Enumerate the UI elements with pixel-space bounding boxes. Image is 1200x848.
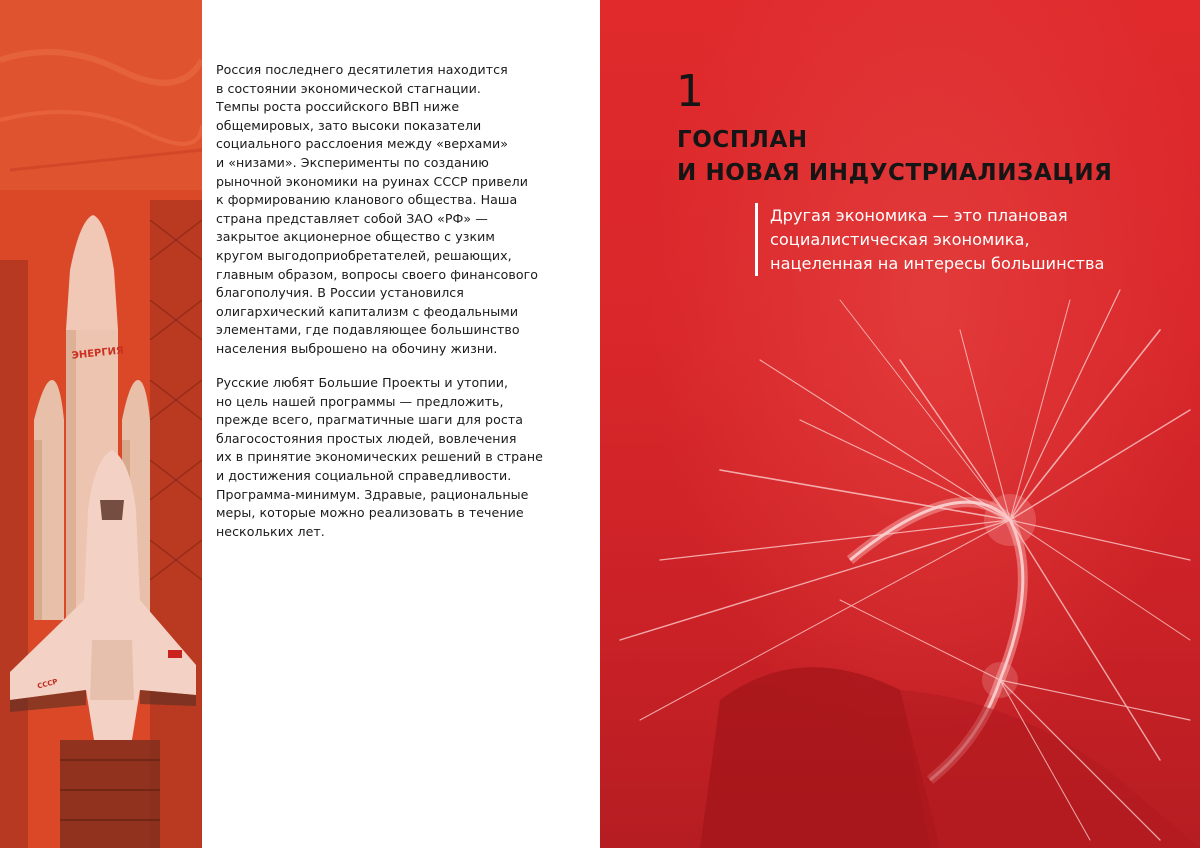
paragraph-line: Программа-минимум. Здравые, рациональные [216, 486, 529, 502]
paragraph-line: нескольких лет. [216, 523, 325, 539]
chapter-lead [770, 204, 1190, 276]
paragraph-line: олигархический капитализм с феодальными [216, 303, 519, 319]
paragraph-line: прежде всего, прагматичные шаги для роста [216, 412, 523, 428]
paragraph-line: страна представляет собой ЗАО «РФ» — [216, 210, 488, 226]
paragraph-line: Русские любят Большие Проекты и утопии, [216, 375, 509, 390]
paragraph-line: главным образом, вопросы своего финансового [216, 266, 538, 282]
paragraph-line: Россия последнего десятилетия находится [216, 62, 508, 77]
rocket-label: ЭНЕРГИЯ [71, 345, 125, 362]
paragraph-line: закрытое акционерное общество с узким [216, 229, 495, 245]
chapter-lead-line: социалистическая экономика, [770, 230, 1030, 249]
chapter-title [677, 124, 1197, 190]
paragraph-line: Темпы роста российского ВВП ниже [216, 99, 460, 115]
paragraph-line: населения выброшено на обочину жизни. [216, 340, 498, 356]
text-column [202, 0, 600, 848]
energia-buran-illustration [0, 0, 202, 848]
paragraph-line: в состоянии экономической стагнации. [216, 80, 481, 96]
paragraph-line: и «низами». Эксперименты по созданию [216, 154, 489, 170]
paragraph-line: к формированию кланового общества. Наша [216, 192, 518, 208]
paragraph-line: социального расслоения между «верхами» [216, 136, 508, 152]
chapter-number: 1 [676, 66, 704, 117]
paragraph-line: и достижения социальной справедливости. [216, 467, 512, 483]
paragraph-line: кругом выгодоприобретателей, решающих, [216, 247, 512, 263]
chapter-title-line: ГОСПЛАН [677, 127, 808, 153]
paragraph-line: общемировых, зато высоки показатели [216, 117, 482, 133]
shuttle-label: СССР [36, 677, 59, 691]
paragraph-line: благосостояния простых людей, вовлечения [216, 430, 517, 446]
paragraph-line: их в принятие экономических решений в стране [216, 449, 543, 465]
paragraph-line: элементами, где подавляющее большинство [216, 322, 520, 338]
lead-quote-bar [755, 203, 758, 276]
paragraph-line: меры, которые можно реализовать в течение [216, 505, 524, 521]
energia-buran-photo [0, 0, 202, 848]
chapter-lead-line: нацеленная на интересы большинства [770, 254, 1105, 273]
body-paragraph-2 [216, 374, 576, 541]
paragraph-line: благополучия. В России установился [216, 285, 464, 301]
paragraph-line: но цель нашей программы — предложить, [216, 393, 504, 409]
chapter-panel [600, 0, 1200, 848]
chapter-lead-line: Другая экономика — это плановая [770, 206, 1068, 225]
body-paragraph-1 [216, 61, 576, 359]
chapter-title-line: И НОВАЯ ИНДУСТРИАЛИЗАЦИЯ [677, 160, 1113, 186]
paragraph-line: рыночной экономики на руинах СССР привели [216, 173, 528, 189]
